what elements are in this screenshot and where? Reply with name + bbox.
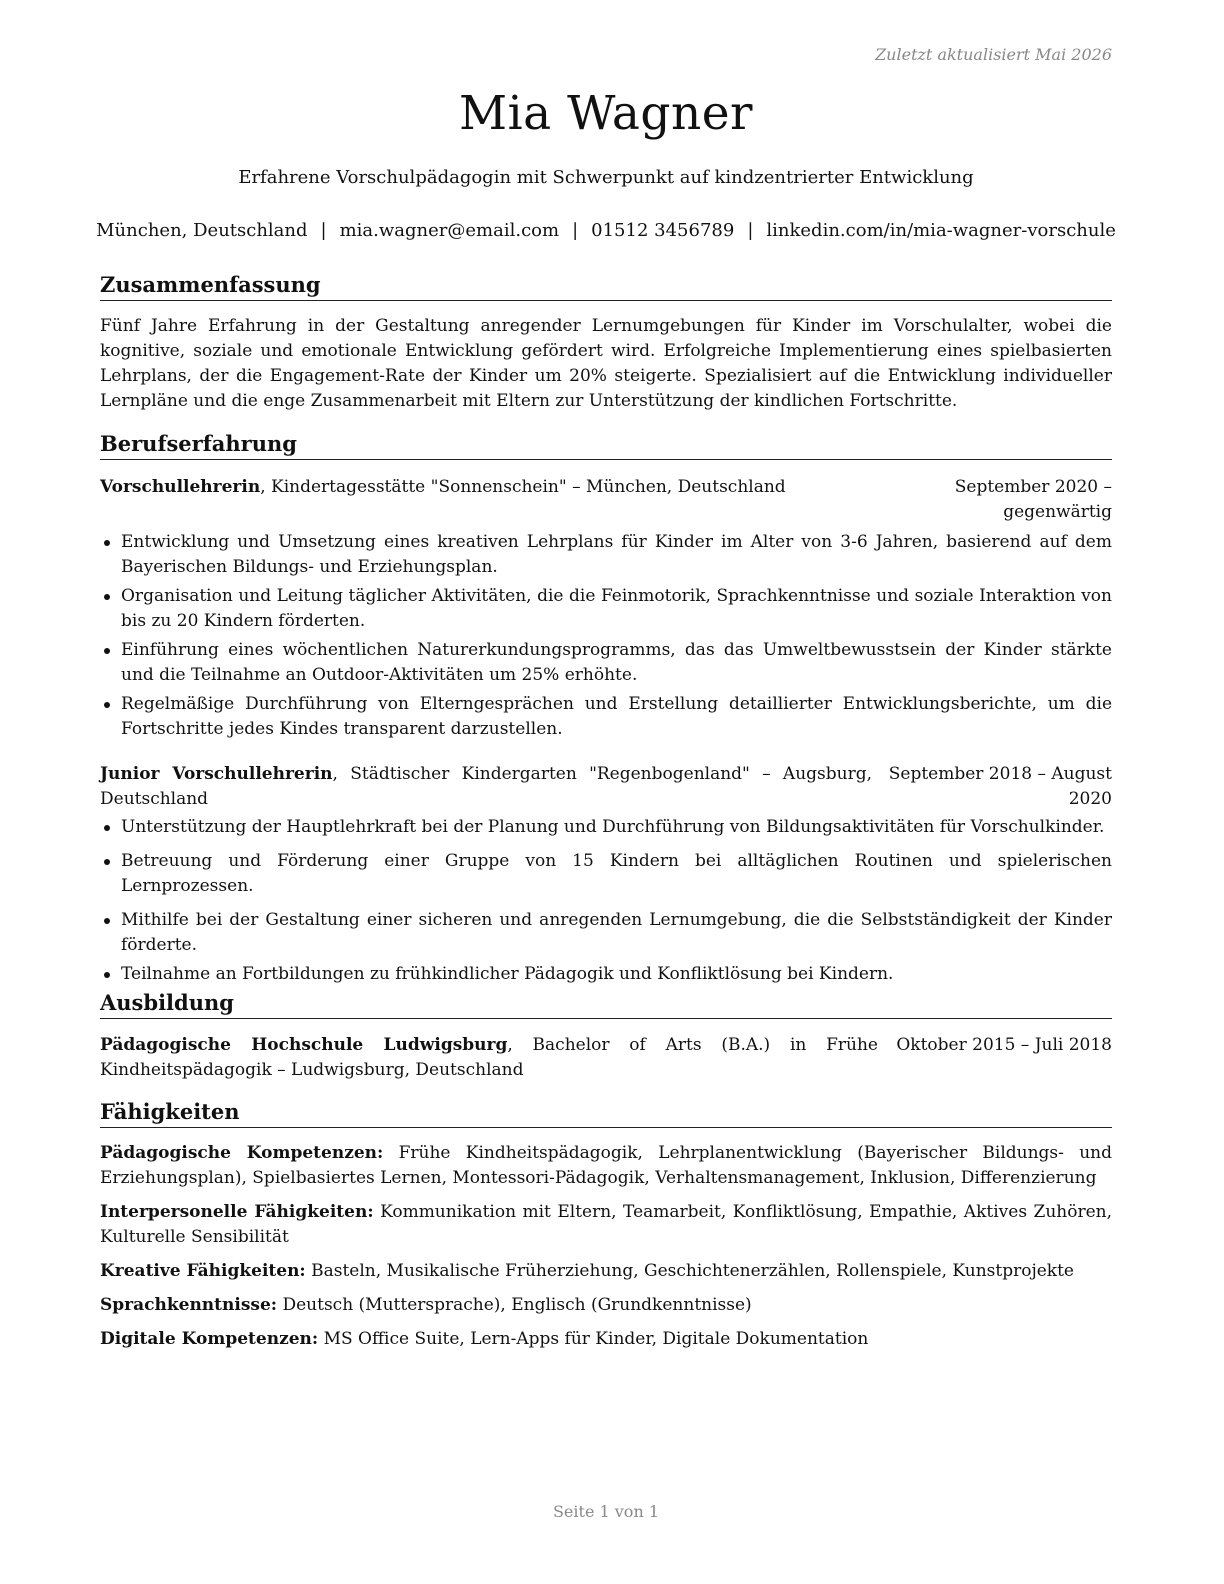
skill-row <box>100 1141 1112 1191</box>
degree-detail: , Bachelor of Arts (B.A.) in Frühe Kindheitspädagogik – Ludwigsburg, Deutschland <box>100 1035 878 1080</box>
skill-text: MS Office Suite, Lern-Apps für Kinder, Digitale Dokumentation <box>318 1329 869 1349</box>
job-role: Vorschullehrerin <box>100 477 261 497</box>
skill-text: Frühe Kindheitspädagogik, Lehrplanentwicklung (Bayerischer Bildungs- und Erziehungsplan), Spielbasiertes Lernen, Montessori-Pädagogik, Verhaltensmanagement, Inklusion, Differenzierung <box>100 1143 1112 1188</box>
list-item: Unterstützung der Hauptlehrkraft bei der Planung und Durchführung von Bildungsaktivitäten für Vorschulkinder. <box>100 815 1112 840</box>
section-title: Berufserfahrung <box>100 431 1112 460</box>
list-item: Einführung eines wöchentlichen Naturerkundungsprogramms, das das Umweltbewusstsein der Kinder stärkte und die Teilnahme an Outdoor-Aktivitäten um 25% erhöhte. <box>100 638 1112 688</box>
job-dates: September 2018 – August 2020 <box>888 764 1112 809</box>
list-item: Organisation und Leitung täglicher Aktivitäten, die die Feinmotorik, Sprachkenntnisse und soziale Interaktion von bis zu 20 Kindern förderten. <box>100 584 1112 634</box>
job-dates: September 2020 – gegenwärtig <box>954 477 1112 522</box>
job-header <box>100 762 1112 812</box>
job-role: Junior Vorschullehrerin <box>100 764 333 784</box>
contact-line <box>90 220 1122 241</box>
separator: | <box>320 220 327 241</box>
list-item: Mithilfe bei der Gestaltung einer sicheren und anregenden Lernumgebung, die die Selbstständigkeit der Kinder förderte. <box>100 908 1112 958</box>
education-title-line <box>100 1033 890 1083</box>
school-name: Pädagogische Hochschule Ludwigsburg <box>100 1035 508 1055</box>
skill-label: Kreative Fähigkeiten: <box>100 1261 306 1281</box>
contact-phone: 01512 3456789 <box>591 220 735 241</box>
skill-text: Basteln, Musikalische Früherziehung, Geschichtenerzählen, Rollenspiele, Kunstprojekte <box>305 1261 1074 1281</box>
last-updated: Zuletzt aktualisiert Mai 2026 <box>875 45 1112 64</box>
job-bullets <box>100 530 1112 742</box>
education-entry <box>100 1033 1112 1083</box>
summary-section <box>100 272 1112 414</box>
resume-page <box>96 0 1116 1584</box>
section-title: Zusammenfassung <box>100 272 1112 301</box>
job-entry <box>100 762 1112 987</box>
skills-list <box>100 1141 1112 1352</box>
list-item: Betreuung und Förderung einer Gruppe von 15 Kindern bei alltäglichen Routinen und spielerischen Lernprozessen. <box>100 849 1112 899</box>
skill-row <box>100 1327 1112 1352</box>
skill-row <box>100 1293 1112 1318</box>
skill-text: Kommunikation mit Eltern, Teamarbeit, Konfliktlösung, Empathie, Aktives Zuhören, Kulturelle Sensibilität <box>100 1202 1112 1247</box>
education-section <box>100 990 1112 1083</box>
skill-row <box>100 1200 1112 1250</box>
skill-label: Sprachkenntnisse: <box>100 1295 278 1315</box>
experience-section <box>100 431 1112 991</box>
tagline: Erfahrene Vorschulpädagogin mit Schwerpunkt auf kindzentrierter Entwicklung <box>238 167 974 188</box>
list-item: Entwicklung und Umsetzung eines kreativen Lehrplans für Kinder im Alter von 3-6 Jahren, basierend auf dem Bayerischen Bildungs- und Erziehungsplan. <box>100 530 1112 580</box>
skill-label: Digitale Kompetenzen: <box>100 1329 319 1349</box>
education-dates: Oktober 2015 – Juli 2018 <box>896 1035 1112 1055</box>
page-number: Seite 1 von 1 <box>552 1502 660 1521</box>
skill-label: Pädagogische Kompetenzen: <box>100 1143 384 1163</box>
contact-linkedin[interactable]: linkedin.com/in/mia-wagner-vorschule <box>766 220 1116 241</box>
job-title-line <box>100 475 872 525</box>
list-item: Regelmäßige Durchführung von Elterngesprächen und Erstellung detaillierter Entwicklungsberichte, um die Fortschritte jedes Kindes transparent darzustellen. <box>100 692 1112 742</box>
skill-text: Deutsch (Muttersprache), Englisch (Grundkenntnisse) <box>277 1295 752 1315</box>
contact-location: München, Deutschland <box>96 220 308 241</box>
separator: | <box>572 220 579 241</box>
list-item: Teilnahme an Fortbildungen zu frühkindlicher Pädagogik und Konfliktlösung bei Kindern. <box>100 962 1112 987</box>
section-title: Fähigkeiten <box>100 1099 1112 1128</box>
skill-label: Interpersonelle Fähigkeiten: <box>100 1202 374 1222</box>
job-header <box>100 475 1112 525</box>
section-title: Ausbildung <box>100 990 1112 1019</box>
job-bullets <box>100 815 1112 987</box>
job-title-line <box>100 762 872 812</box>
job-employer: , Kindertagesstätte "Sonnenschein" – München, Deutschland <box>260 477 786 497</box>
contact-email[interactable]: mia.wagner@email.com <box>339 220 560 241</box>
job-employer: , Städtischer Kindergarten "Regenbogenland" – Augsburg, Deutschland <box>100 764 873 809</box>
skills-section <box>100 1099 1112 1361</box>
candidate-name: Mia Wagner <box>459 86 753 141</box>
skill-row <box>100 1259 1112 1284</box>
separator: | <box>747 220 754 241</box>
job-entry <box>100 475 1112 742</box>
summary-text: Fünf Jahre Erfahrung in der Gestaltung anregender Lernumgebungen für Kinder im Vorschulalter, wobei die kognitive, soziale und emotionale Entwicklung gefördert wird. Erfolgreiche Implementierung eines spielbasierten Lehrplans, der die Engagement-Rate der Kinder um 20% steigerte. Spezialisiert auf die Entwicklung individueller Lernpläne und die enge Zusammenarbeit mit Eltern zur Unterstützung der kindlichen Fortschritte. <box>100 316 1112 411</box>
